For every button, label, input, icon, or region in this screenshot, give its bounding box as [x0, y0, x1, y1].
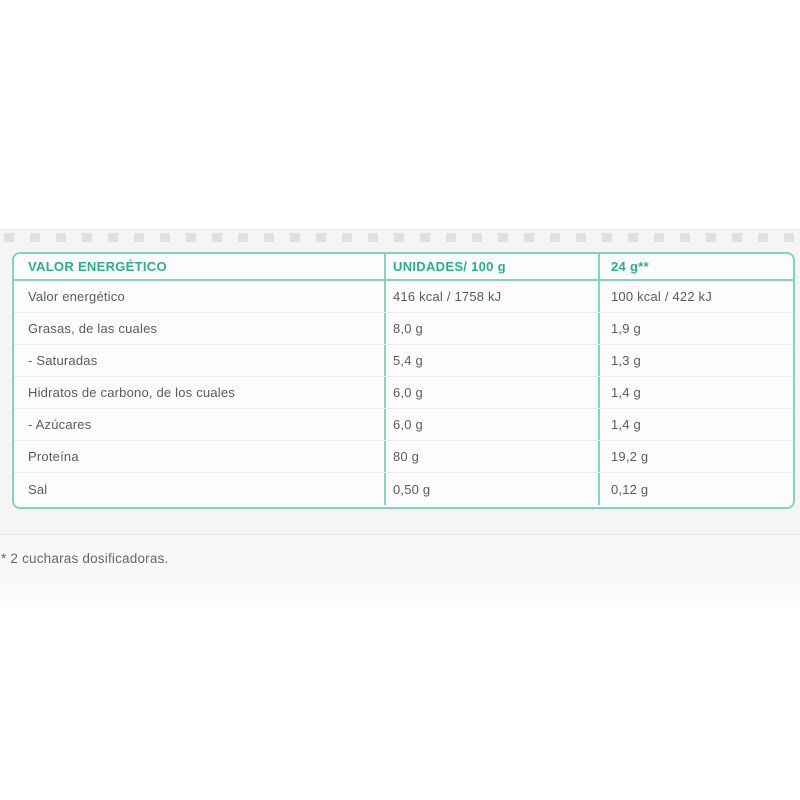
table-row: [14, 441, 793, 473]
row-label: Valor energético: [28, 289, 125, 304]
table-row: [14, 313, 793, 345]
value-per-24g: 100 kcal / 422 kJ: [598, 281, 793, 312]
footnote: * 2 cucharas dosificadoras.: [1, 551, 169, 566]
value-per-100g: 5,4 g: [384, 345, 598, 376]
row-label: - Azúcares: [28, 417, 92, 432]
header-24g: 24 g**: [598, 254, 793, 279]
table-row: [14, 473, 793, 505]
row-label: Proteína: [28, 449, 79, 464]
value-per-24g: 1,3 g: [598, 345, 793, 376]
value-per-24g: 0,12 g: [598, 473, 793, 505]
row-label: Hidratos de carbono, de los cuales: [28, 385, 235, 400]
value-per-100g: 8,0 g: [384, 313, 598, 344]
decorative-dashed-strip: [4, 233, 798, 242]
table-row: [14, 377, 793, 409]
table-row: [14, 345, 793, 377]
row-label: Sal: [28, 481, 48, 497]
value-per-100g: 0,50 g: [384, 473, 598, 505]
value-per-100g: 416 kcal / 1758 kJ: [384, 281, 598, 312]
nutrition-facts-table: [12, 252, 795, 509]
value-per-24g: 19,2 g: [598, 441, 793, 472]
header-unidades-100g: UNIDADES/ 100 g: [384, 254, 598, 279]
table-row: [14, 281, 793, 313]
header-valor-energetico: VALOR ENERGÉTICO: [28, 259, 167, 274]
value-per-24g: 1,9 g: [598, 313, 793, 344]
table-row: [14, 409, 793, 441]
value-per-100g: 6,0 g: [384, 377, 598, 408]
value-per-24g: 1,4 g: [598, 377, 793, 408]
value-per-100g: 80 g: [384, 441, 598, 472]
footnote-fade: [0, 586, 800, 614]
table-header-row: [14, 254, 793, 281]
row-label: - Saturadas: [28, 353, 98, 368]
row-label: Grasas, de las cuales: [28, 321, 158, 336]
value-per-24g: 1,4 g: [598, 409, 793, 440]
value-per-100g: 6,0 g: [384, 409, 598, 440]
